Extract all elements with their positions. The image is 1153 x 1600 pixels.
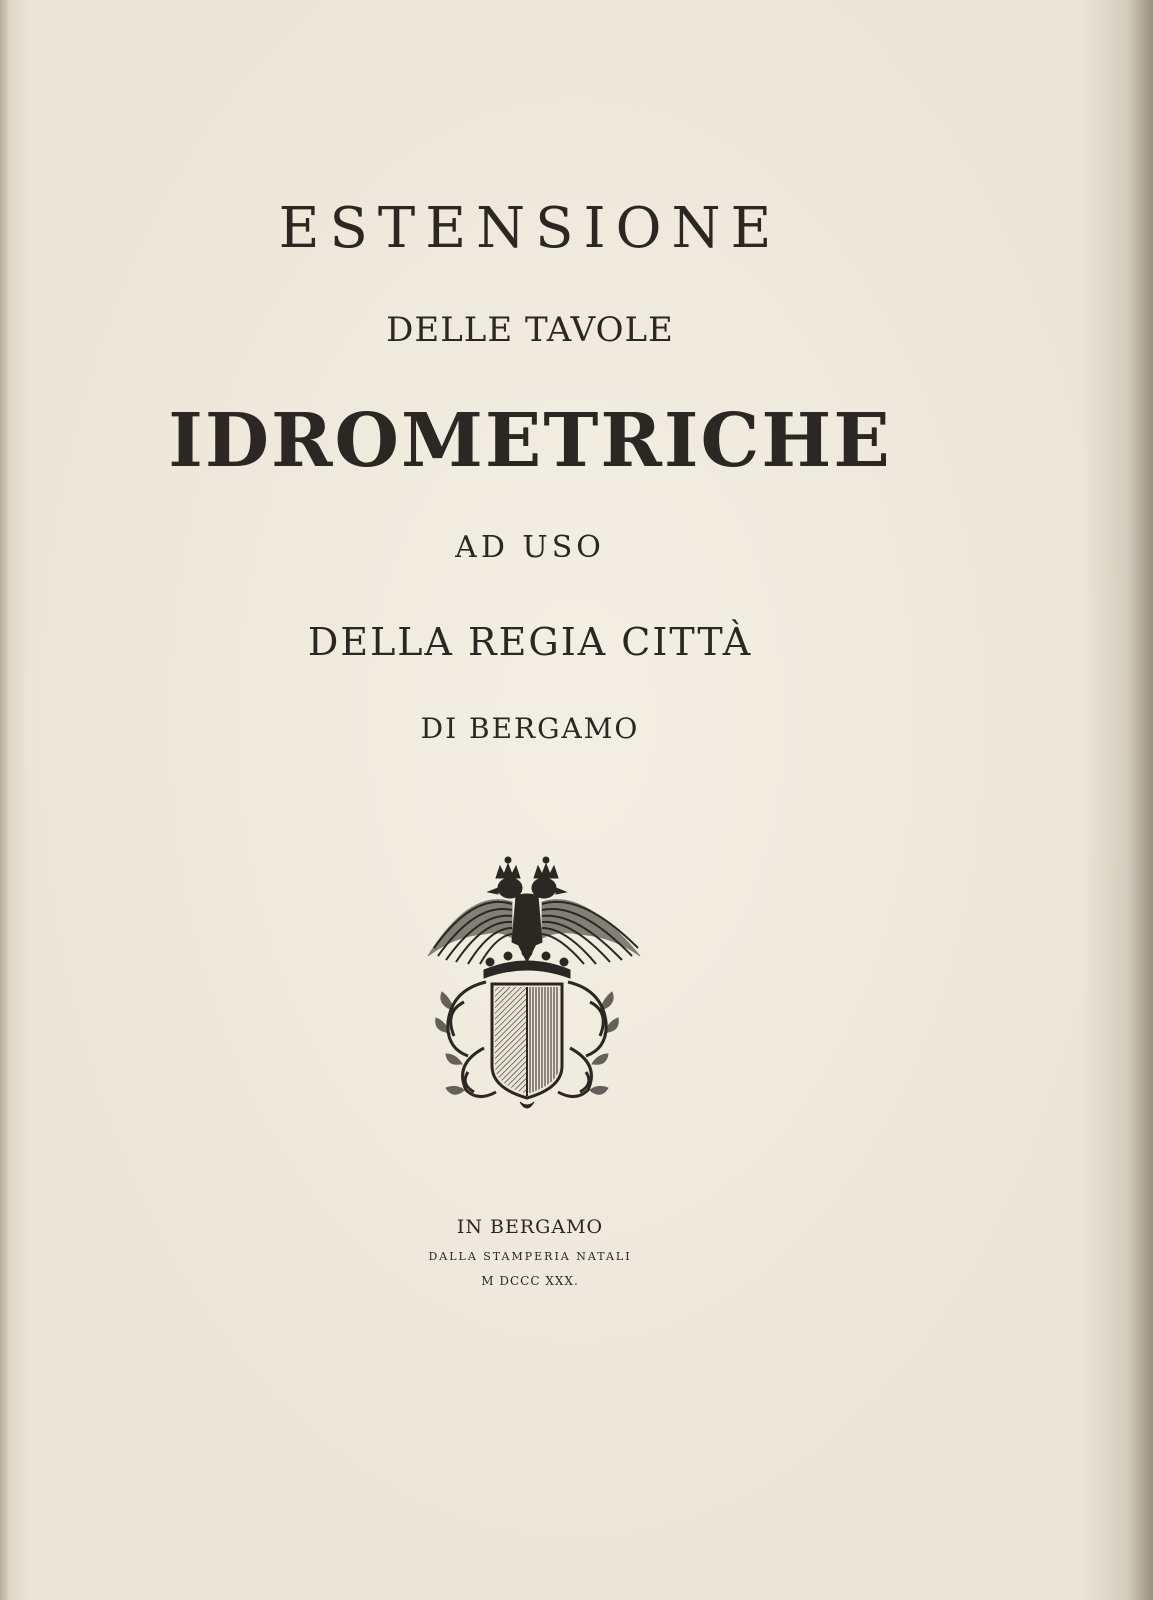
title-line-ad-uso: AD USO	[455, 530, 605, 565]
title-line-di-bergamo: DI BERGAMO	[420, 712, 640, 745]
page-right-edge	[1127, 0, 1153, 1600]
imprint-printer: DALLA STAMPERIA NATALI	[428, 1250, 632, 1263]
title-line-idrometriche: IDROMETRICHE	[168, 398, 892, 484]
imprint-year: M DCCC XXX.	[481, 1274, 579, 1288]
title-line-delle-tavole: DELLE TAVOLE	[386, 310, 674, 350]
imprint-place: IN BERGAMO	[456, 1216, 604, 1238]
shield-icon	[492, 984, 562, 1098]
title-line-della-regia-citta: DELLA REGIA CITTÀ	[307, 620, 753, 664]
coat-of-arms-eagle-icon	[424, 852, 644, 1114]
title-line-estensione: ESTENSIONE	[278, 196, 782, 261]
eagle-crown-right-icon	[534, 857, 558, 878]
eagle-crown-left-icon	[496, 857, 520, 878]
